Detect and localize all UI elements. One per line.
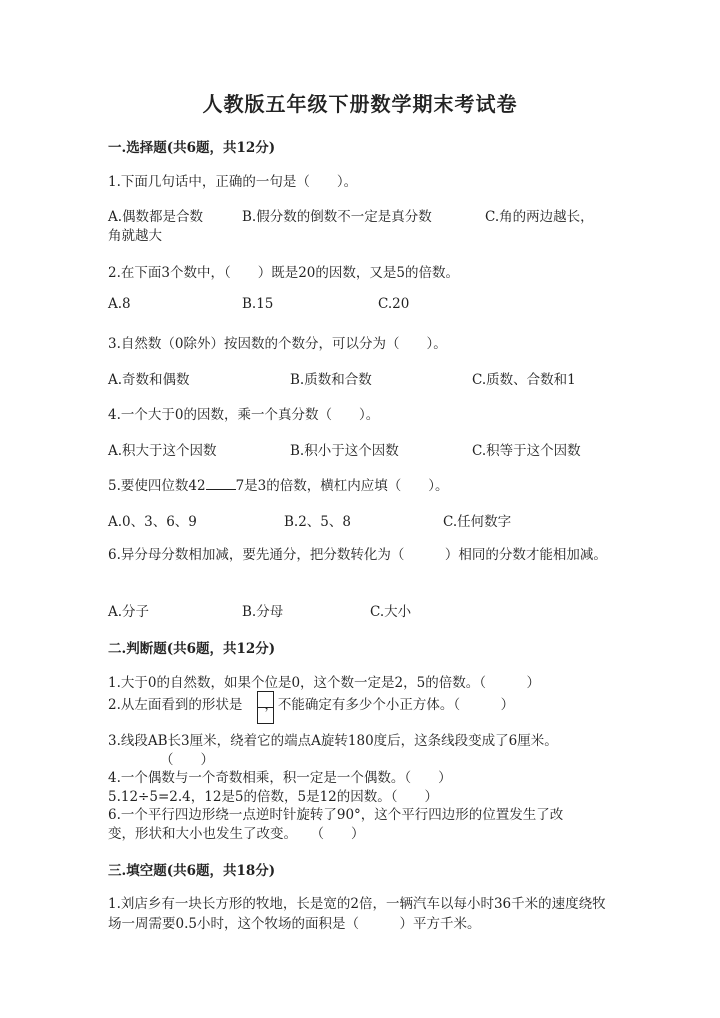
- q4-text: 4.一个大于0的因数，乘一个真分数（ ）。: [108, 407, 380, 423]
- section1-heading: 一.选择题(共6题，共12分): [108, 140, 276, 156]
- judge-3-paren: （ ）: [160, 752, 214, 768]
- square-top: [257, 691, 274, 708]
- page-title: 人教版五年级下册数学期末考试卷: [202, 92, 518, 116]
- q4-option-b: B.积小于这个因数: [290, 443, 399, 459]
- q1-option-c: C.角的两边越长，: [485, 209, 594, 225]
- q5-text: [108, 474, 449, 494]
- q6-text: 6.异分母分数相加减，要先通分，把分数转化为（ ）相同的分数才能相加减。: [108, 547, 607, 563]
- q6-option-a: A.分子: [108, 604, 150, 620]
- judge-2-after: ，不能确定有多少个小正方体。（ ）: [264, 697, 515, 713]
- q3-option-c: C.质数、合数和1: [472, 372, 576, 388]
- q4-option-c: C.积等于这个因数: [472, 443, 581, 459]
- q5-option-a: A.0、3、6、9: [108, 514, 197, 530]
- q5-blank-line: [206, 477, 236, 490]
- judge-2: [108, 693, 514, 713]
- judge-5: 5.12÷5=2.4，12是5的倍数，5是12的因数。（ ）: [108, 789, 439, 805]
- square-bottom: [257, 708, 274, 724]
- q2-option-c: C.20: [378, 296, 410, 312]
- q2-text: 2.在下面3个数中，（ ）既是20的因数，又是5的倍数。: [108, 265, 459, 281]
- q6-option-c: C.大小: [370, 604, 412, 620]
- judge-2-before: 2.从左面看到的形状是: [108, 697, 243, 713]
- left-view-squares: [257, 691, 273, 724]
- q2-option-b: B.15: [242, 296, 274, 312]
- q2-option-a: A.8: [108, 296, 131, 312]
- q1-option-b: B.假分数的倒数不一定是真分数: [242, 209, 432, 225]
- q1-option-c-cont: 角就越大: [108, 228, 162, 244]
- section3-heading: 三.填空题(共6题，共18分): [108, 863, 276, 879]
- q1-option-a: A.偶数都是合数: [108, 209, 204, 225]
- q5-option-c: C.任何数字: [443, 514, 512, 530]
- judge-6-cont: 变，形状和大小也发生了改变。 （ ）: [108, 826, 365, 842]
- judge-6: 6.一个平行四边形绕一点逆时针旋转了90°，这个平行四边形的位置发生了改: [108, 807, 564, 823]
- q5-text-after: 7是3的倍数，横杠内应填（ ）。: [235, 478, 449, 494]
- q6-option-b: B.分母: [242, 604, 284, 620]
- fill-1: 1.刘店乡有一块长方形的牧地，长是宽的2倍，一辆汽车以每小时36千米的速度绕牧场一周需要0.5小时，这个牧场的面积是（ ）平方千米。: [108, 896, 606, 932]
- judge-1: 1.大于0的自然数，如果个位是0，这个数一定是2，5的倍数。（ ）: [108, 675, 540, 691]
- q4-option-a: A.积大于这个因数: [108, 443, 217, 459]
- q5-text-before: 5.要使四位数42: [108, 478, 206, 494]
- q3-text: 3.自然数（0除外）按因数的个数分，可以分为（ ）。: [108, 336, 447, 352]
- judge-4: 4.一个偶数与一个奇数相乘，积一定是一个偶数。（ ）: [108, 770, 452, 786]
- section2-heading: 二.判断题(共6题，共12分): [108, 641, 276, 657]
- judge-3: 3.线段AB长3厘米，绕着它的端点A旋转180度后，这条线段变成了6厘米。: [108, 733, 558, 749]
- q3-option-b: B.质数和合数: [290, 372, 372, 388]
- q1-text: 1.下面几句话中，正确的一句是（ ）。: [108, 174, 358, 190]
- q5-option-b: B.2、5、8: [284, 514, 351, 530]
- q3-option-a: A.奇数和偶数: [108, 372, 190, 388]
